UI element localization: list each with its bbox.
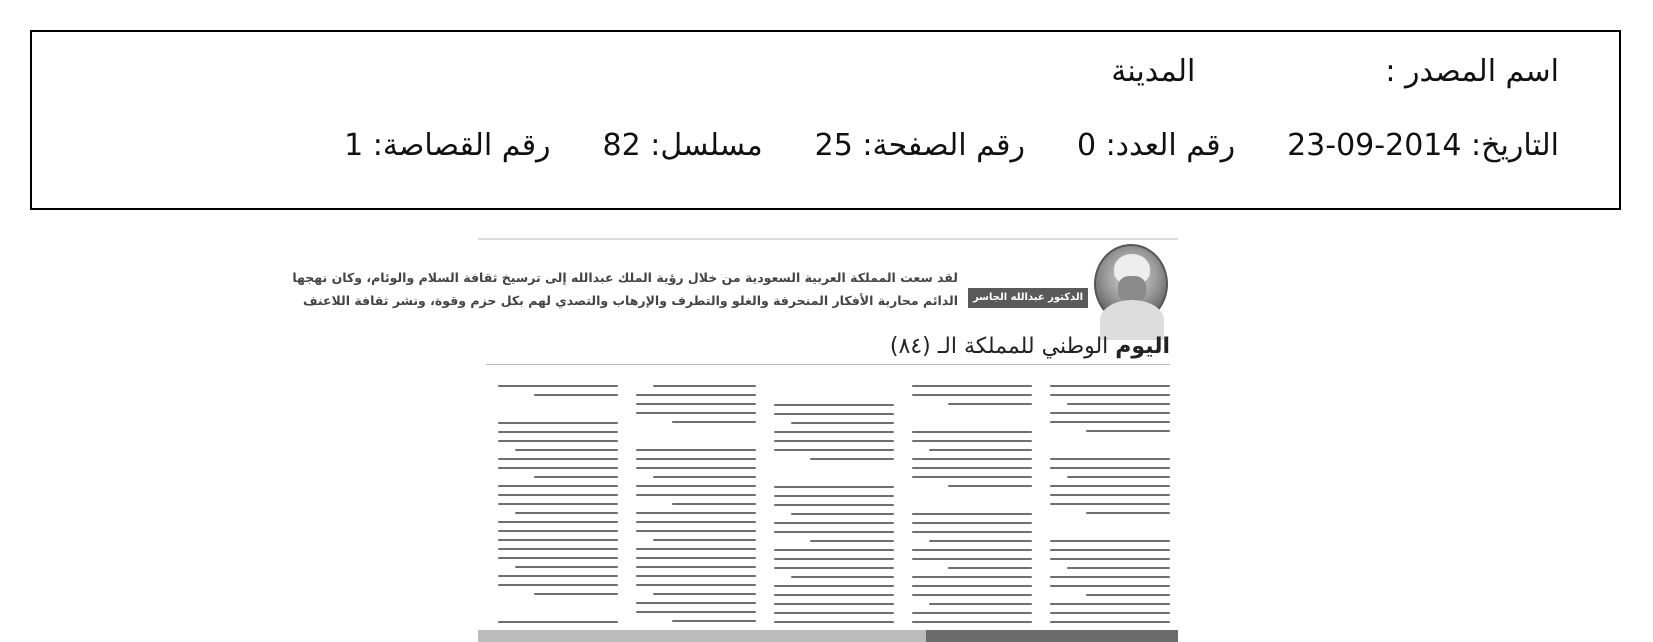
text-line xyxy=(636,412,756,414)
text-line xyxy=(948,485,1032,487)
text-line xyxy=(636,449,756,451)
headline-divider xyxy=(486,364,1170,365)
text-line xyxy=(791,576,894,578)
article-column xyxy=(1050,378,1170,623)
text-line xyxy=(912,585,1032,587)
issue-label: رقم العدد: xyxy=(1105,128,1236,163)
clip-number-label: رقم القصاصة: xyxy=(372,128,551,163)
text-line xyxy=(534,476,618,478)
issue-field xyxy=(1077,128,1235,163)
text-line xyxy=(498,621,618,623)
text-line xyxy=(774,585,894,587)
text-line xyxy=(636,485,756,487)
text-line xyxy=(498,485,618,487)
page-footer-bar xyxy=(478,630,1178,642)
article-column xyxy=(498,378,618,623)
clip-number-field xyxy=(344,128,550,163)
text-line xyxy=(791,422,894,424)
text-line xyxy=(498,584,618,586)
text-line xyxy=(636,521,756,523)
source-line xyxy=(1111,54,1559,89)
text-line xyxy=(1050,494,1170,496)
text-line xyxy=(912,522,1032,524)
text-line xyxy=(912,513,1032,515)
text-line xyxy=(1050,558,1170,560)
text-line xyxy=(980,500,1032,502)
text-line xyxy=(498,422,618,424)
source-value: المدينة xyxy=(1111,54,1196,89)
headline-bold: اليوم xyxy=(1115,334,1170,359)
newspaper-clipping xyxy=(292,238,1178,642)
text-line xyxy=(515,566,618,568)
text-line xyxy=(929,603,1032,605)
text-line xyxy=(912,458,1032,460)
author-name: الدكتور عبدالله الجاسر (*) xyxy=(968,288,1088,308)
page-field xyxy=(815,128,1025,163)
text-line xyxy=(774,621,894,623)
text-line xyxy=(980,418,1032,420)
text-line xyxy=(636,548,756,550)
clip-number-value: 1 xyxy=(344,128,364,163)
text-line xyxy=(912,467,1032,469)
text-line xyxy=(636,611,756,613)
article-column xyxy=(636,378,756,623)
text-line xyxy=(1118,445,1170,447)
text-line xyxy=(498,458,618,460)
lead-text-line-2: الدائم محاربة الأفكار المنحرفة والغلو والتطرف والإرهاب والتصدي لهم بكل حزم وقوة، ونشر ثقافة اللاعنف xyxy=(303,293,958,308)
text-line xyxy=(774,431,894,433)
date-field xyxy=(1287,128,1559,163)
page-label: رقم الصفحة: xyxy=(862,128,1025,163)
text-line xyxy=(774,603,894,605)
issue-value: 0 xyxy=(1076,128,1097,163)
text-line xyxy=(1086,430,1170,432)
text-line xyxy=(498,530,618,532)
page-value: 25 xyxy=(814,128,853,163)
text-line xyxy=(774,495,894,497)
text-line xyxy=(1050,621,1170,623)
date-label: التاريخ: xyxy=(1471,128,1559,163)
text-line xyxy=(912,594,1032,596)
text-line xyxy=(1067,403,1170,405)
text-line xyxy=(498,431,618,433)
text-line xyxy=(534,394,618,396)
text-line xyxy=(1050,576,1170,578)
text-line xyxy=(566,608,618,610)
text-line xyxy=(498,548,618,550)
text-line xyxy=(774,449,894,451)
text-line xyxy=(1050,412,1170,414)
article-headline xyxy=(890,334,1170,359)
text-line xyxy=(774,567,894,569)
article-body-columns xyxy=(478,378,1178,628)
text-line xyxy=(912,431,1032,433)
text-line xyxy=(704,436,756,438)
text-line xyxy=(912,621,1032,623)
text-line xyxy=(515,512,618,514)
text-line xyxy=(929,449,1032,451)
clipping-metadata-box xyxy=(30,30,1621,210)
text-line xyxy=(636,584,756,586)
article-column xyxy=(774,378,894,623)
text-line xyxy=(948,403,1032,405)
text-line xyxy=(774,549,894,551)
text-line xyxy=(774,504,894,506)
text-line xyxy=(498,503,618,505)
text-line xyxy=(912,612,1032,614)
text-line xyxy=(672,421,756,423)
author-portrait xyxy=(1094,244,1168,324)
text-line xyxy=(1050,503,1170,505)
text-line xyxy=(774,594,894,596)
text-line xyxy=(1050,549,1170,551)
text-line xyxy=(912,531,1032,533)
text-line xyxy=(672,503,756,505)
text-line xyxy=(498,494,618,496)
text-line xyxy=(636,512,756,514)
text-line xyxy=(948,567,1032,569)
text-line xyxy=(1086,594,1170,596)
serial-field xyxy=(603,128,763,163)
text-line xyxy=(1086,512,1170,514)
text-line xyxy=(1050,458,1170,460)
text-line xyxy=(653,593,756,595)
text-line xyxy=(912,549,1032,551)
text-line xyxy=(636,458,756,460)
details-line xyxy=(344,128,1559,163)
text-line xyxy=(566,409,618,411)
text-line xyxy=(810,540,894,542)
text-line xyxy=(636,467,756,469)
text-line xyxy=(1050,603,1170,605)
text-line xyxy=(636,602,756,604)
text-line xyxy=(912,440,1032,442)
text-line xyxy=(636,530,756,532)
text-line xyxy=(498,521,618,523)
text-line xyxy=(636,575,756,577)
text-line xyxy=(1067,476,1170,478)
text-line xyxy=(498,557,618,559)
text-line xyxy=(912,558,1032,560)
text-line xyxy=(498,385,618,387)
text-line xyxy=(636,557,756,559)
text-line xyxy=(929,540,1032,542)
text-line xyxy=(774,558,894,560)
text-line xyxy=(774,404,894,406)
text-line xyxy=(1067,567,1170,569)
source-label: اسم المصدر : xyxy=(1385,54,1559,89)
text-line xyxy=(1050,394,1170,396)
text-line xyxy=(774,486,894,488)
text-line xyxy=(842,473,894,475)
article-column xyxy=(912,378,1032,623)
text-line xyxy=(1050,467,1170,469)
text-line xyxy=(774,440,894,442)
text-line xyxy=(653,539,756,541)
text-line xyxy=(534,593,618,595)
text-line xyxy=(1050,385,1170,387)
lead-text-line-1: لقد سعت المملكة العربية السعودية من خلال رؤية الملك عبدالله إلى ترسيخ ثقافة السلام والوئام، وكان نهجها xyxy=(292,270,958,285)
text-line xyxy=(1050,585,1170,587)
text-line xyxy=(498,539,618,541)
serial-label: مسلسل: xyxy=(650,128,763,163)
text-line xyxy=(498,440,618,442)
text-line xyxy=(774,531,894,533)
text-line xyxy=(774,413,894,415)
text-line xyxy=(1118,527,1170,529)
text-line xyxy=(912,394,1032,396)
text-line xyxy=(636,566,756,568)
text-line xyxy=(636,494,756,496)
text-line xyxy=(498,575,618,577)
text-line xyxy=(672,620,756,622)
text-line xyxy=(912,385,1032,387)
text-line xyxy=(636,403,756,405)
text-line xyxy=(1050,485,1170,487)
text-line xyxy=(498,467,618,469)
text-line xyxy=(774,522,894,524)
headline-rest: الوطني للمملكة الـ (٨٤) xyxy=(889,334,1109,359)
text-line xyxy=(636,394,756,396)
text-line xyxy=(791,513,894,515)
text-line xyxy=(774,612,894,614)
text-line xyxy=(515,449,618,451)
text-line xyxy=(1050,540,1170,542)
text-line xyxy=(912,576,1032,578)
serial-value: 82 xyxy=(602,128,641,163)
text-line xyxy=(1050,421,1170,423)
text-line xyxy=(1050,612,1170,614)
text-line xyxy=(653,476,756,478)
text-line xyxy=(653,385,756,387)
date-value: 2014-09-23 xyxy=(1287,128,1462,163)
text-line xyxy=(912,476,1032,478)
text-line xyxy=(842,391,894,393)
text-line xyxy=(810,458,894,460)
